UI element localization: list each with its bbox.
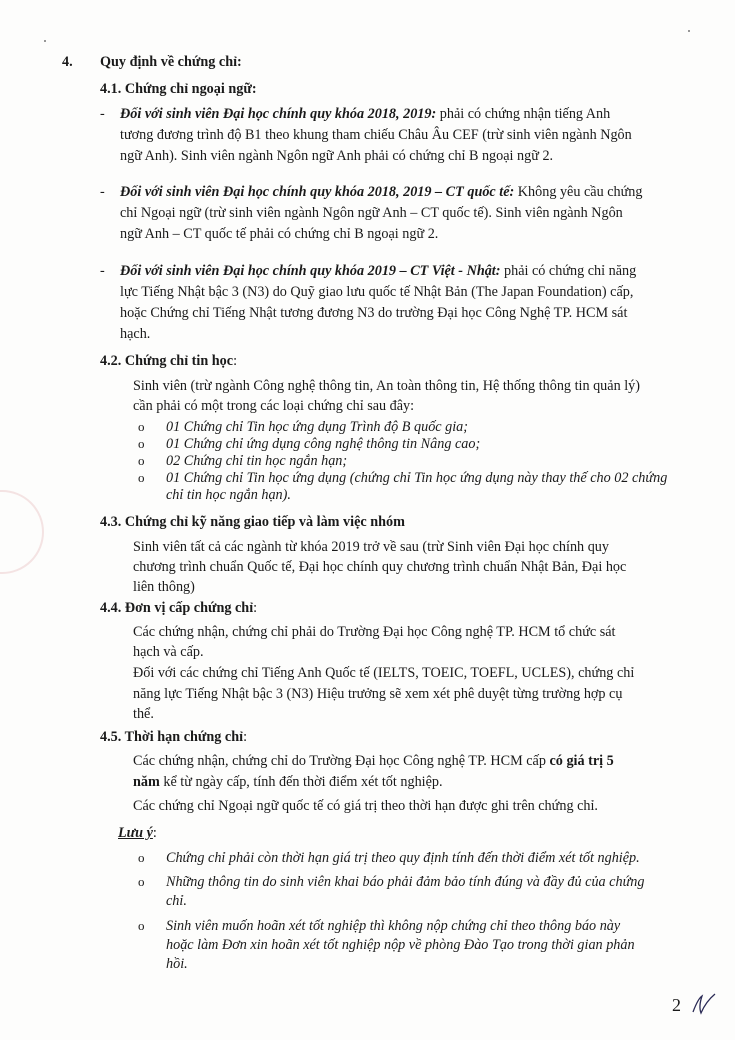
paragraph-line: Các chứng nhận, chứng chỉ phải do Trường Đại học Công nghệ TP. HCM tổ chức sát <box>133 624 616 640</box>
paragraph-line: cần phải có một trong các loại chứng chỉ sau đây: <box>133 398 415 414</box>
note-item-continued: hoặc làm Đơn xin hoãn xét tốt nghiệp nộp về phòng Đào Tạo trong thời gian phản <box>166 937 635 953</box>
bold-run: năm <box>133 774 160 790</box>
heading-4-1: 4.1. Chứng chỉ ngoại ngữ: <box>100 81 257 97</box>
paragraph-line: hoặc Chứng chỉ Tiếng Nhật tương đương N3 do trường Đại học Công Nghệ TP. HCM sát <box>120 305 628 321</box>
paragraph-line <box>120 261 636 281</box>
circle-bullet: o <box>138 874 145 889</box>
lead-text: Đối với sinh viên Đại học chính quy khóa 2018, 2019 – CT quốc tế: <box>120 184 515 200</box>
heading-4-4 <box>100 598 257 618</box>
paragraph-line: Các chứng chỉ Ngoại ngữ quốc tế có giá trị theo thời hạn được ghi trên chứng chỉ. <box>133 798 598 814</box>
lead-text: Đối với sinh viên Đại học chính quy khóa 2019 – CT Việt - Nhật: <box>120 263 501 279</box>
circle-bullet: o <box>138 453 145 468</box>
circle-bullet: o <box>138 470 145 485</box>
heading-text: 4.4. Đơn vị cấp chứng chỉ <box>100 600 254 616</box>
list-item: 02 Chứng chỉ tin học ngắn hạn; <box>166 453 348 469</box>
paragraph-line: Sinh viên (trừ ngành Công nghệ thông tin, An toàn thông tin, Hệ thống thông tin quản lý) <box>133 378 640 394</box>
paragraph-line: Sinh viên tất cả các ngành từ khóa 2019 trở về sau (trừ Sinh viên Đại học chính quy <box>133 539 609 555</box>
note-label-text: Lưu ý <box>118 825 153 841</box>
section-title: Quy định về chứng chỉ: <box>100 54 242 70</box>
circle-bullet: o <box>138 419 145 434</box>
heading-4-3: 4.3. Chứng chỉ kỹ năng giao tiếp và làm việc nhóm <box>100 514 405 530</box>
heading-colon: : <box>233 353 238 369</box>
list-item-continued: chỉ tin học ngắn hạn). <box>166 487 291 503</box>
heading-colon: : <box>243 729 248 745</box>
section-number: 4. <box>62 54 73 70</box>
note-item: Sinh viên muốn hoãn xét tốt nghiệp thì không nộp chứng chỉ theo thông báo này <box>166 918 621 934</box>
paragraph-line: chỉ Ngoại ngữ (trừ sinh viên ngành Ngôn ngữ Anh – CT quốc tế). Sinh viên ngành Ngôn <box>120 205 623 221</box>
dash-bullet: - <box>100 106 105 122</box>
heading-4-2 <box>100 351 237 371</box>
heading-4-5 <box>100 727 247 747</box>
paragraph-line: Đối với các chứng chỉ Tiếng Anh Quốc tế (IELTS, TOEIC, TOEFL, UCLES), chứng chỉ <box>133 665 635 681</box>
paragraph-line <box>133 772 443 792</box>
scan-speck <box>44 40 46 42</box>
paragraph-line: năng lực Tiếng Nhật bậc 3 (N3) Hiệu trưởng sẽ xem xét phê duyệt từng trường hợp cụ <box>133 686 623 702</box>
paragraph-line: liên thông) <box>133 579 195 595</box>
paragraph-line: ngữ Anh – CT quốc tế phải có chứng chỉ B ngoại ngữ 2. <box>120 226 439 242</box>
note-label <box>118 823 157 843</box>
initial-signature <box>690 990 718 1018</box>
circle-bullet: o <box>138 436 145 451</box>
heading-text: 4.5. Thời hạn chứng chỉ <box>100 729 244 745</box>
circle-bullet: o <box>138 918 145 933</box>
circle-bullet: o <box>138 850 145 865</box>
bold-run: có giá trị 5 <box>549 753 614 769</box>
paragraph-line: chương trình chuẩn Quốc tế, Đại học chính quy chương trình chuẩn Nhật Bản, Đại học <box>133 559 627 575</box>
note-item: Chứng chỉ phải còn thời hạn giá trị theo quy định tính đến thời điểm xét tốt nghiệp. <box>166 850 640 866</box>
paragraph-line: ngữ Anh). Sinh viên ngành Ngôn ngữ Anh phải có chứng chỉ B ngoại ngữ 2. <box>120 148 554 164</box>
paragraph-line: hạch. <box>120 326 151 342</box>
list-item: 01 Chứng chỉ Tin học ứng dụng Trình độ B quốc gia; <box>166 419 468 435</box>
scan-speck <box>688 30 690 32</box>
note-item-continued: chỉ. <box>166 893 187 909</box>
paragraph-line <box>120 104 610 124</box>
paragraph-line <box>133 751 614 771</box>
text-run: kể từ ngày cấp, tính đến thời điểm xét tốt nghiệp. <box>159 774 443 790</box>
paragraph-line: thể. <box>133 706 154 722</box>
paragraph-line <box>120 182 643 202</box>
stamp-mark <box>0 490 44 574</box>
paragraph-line: hạch và cấp. <box>133 644 204 660</box>
heading-colon: : <box>253 600 258 616</box>
text-run: phải có chứng chỉ năng <box>500 263 637 279</box>
list-item: 01 Chứng chỉ ứng dụng công nghệ thông tin Nâng cao; <box>166 436 481 452</box>
text-run: phải có chứng nhận tiếng Anh <box>436 106 611 122</box>
dash-bullet: - <box>100 184 105 200</box>
note-colon: : <box>152 825 157 841</box>
paragraph-line: lực Tiếng Nhật bậc 3 (N3) do Quỹ giao lưu quốc tế Nhật Bản (The Japan Foundation) cấp, <box>120 284 634 300</box>
paragraph-line: tương đương trình độ B1 theo khung tham chiếu Châu Âu CEF (trừ sinh viên ngành Ngôn <box>120 127 632 143</box>
page-number: 2 <box>672 995 681 1015</box>
note-item: Những thông tin do sinh viên khai báo phải đảm bảo tính đúng và đầy đủ của chứng <box>166 874 645 890</box>
dash-bullet: - <box>100 263 105 279</box>
text-run: Không yêu cầu chứng <box>514 184 643 200</box>
note-item-continued: hồi. <box>166 956 188 972</box>
lead-text: Đối với sinh viên Đại học chính quy khóa 2018, 2019: <box>120 106 437 122</box>
list-item: 01 Chứng chỉ Tin học ứng dụng (chứng chỉ Tin học ứng dụng này thay thế cho 02 chứng <box>166 470 668 486</box>
heading-text: 4.2. Chứng chỉ tin học <box>100 353 234 369</box>
text-run: Các chứng nhận, chứng chỉ do Trường Đại học Công nghệ TP. HCM cấp <box>133 753 550 769</box>
